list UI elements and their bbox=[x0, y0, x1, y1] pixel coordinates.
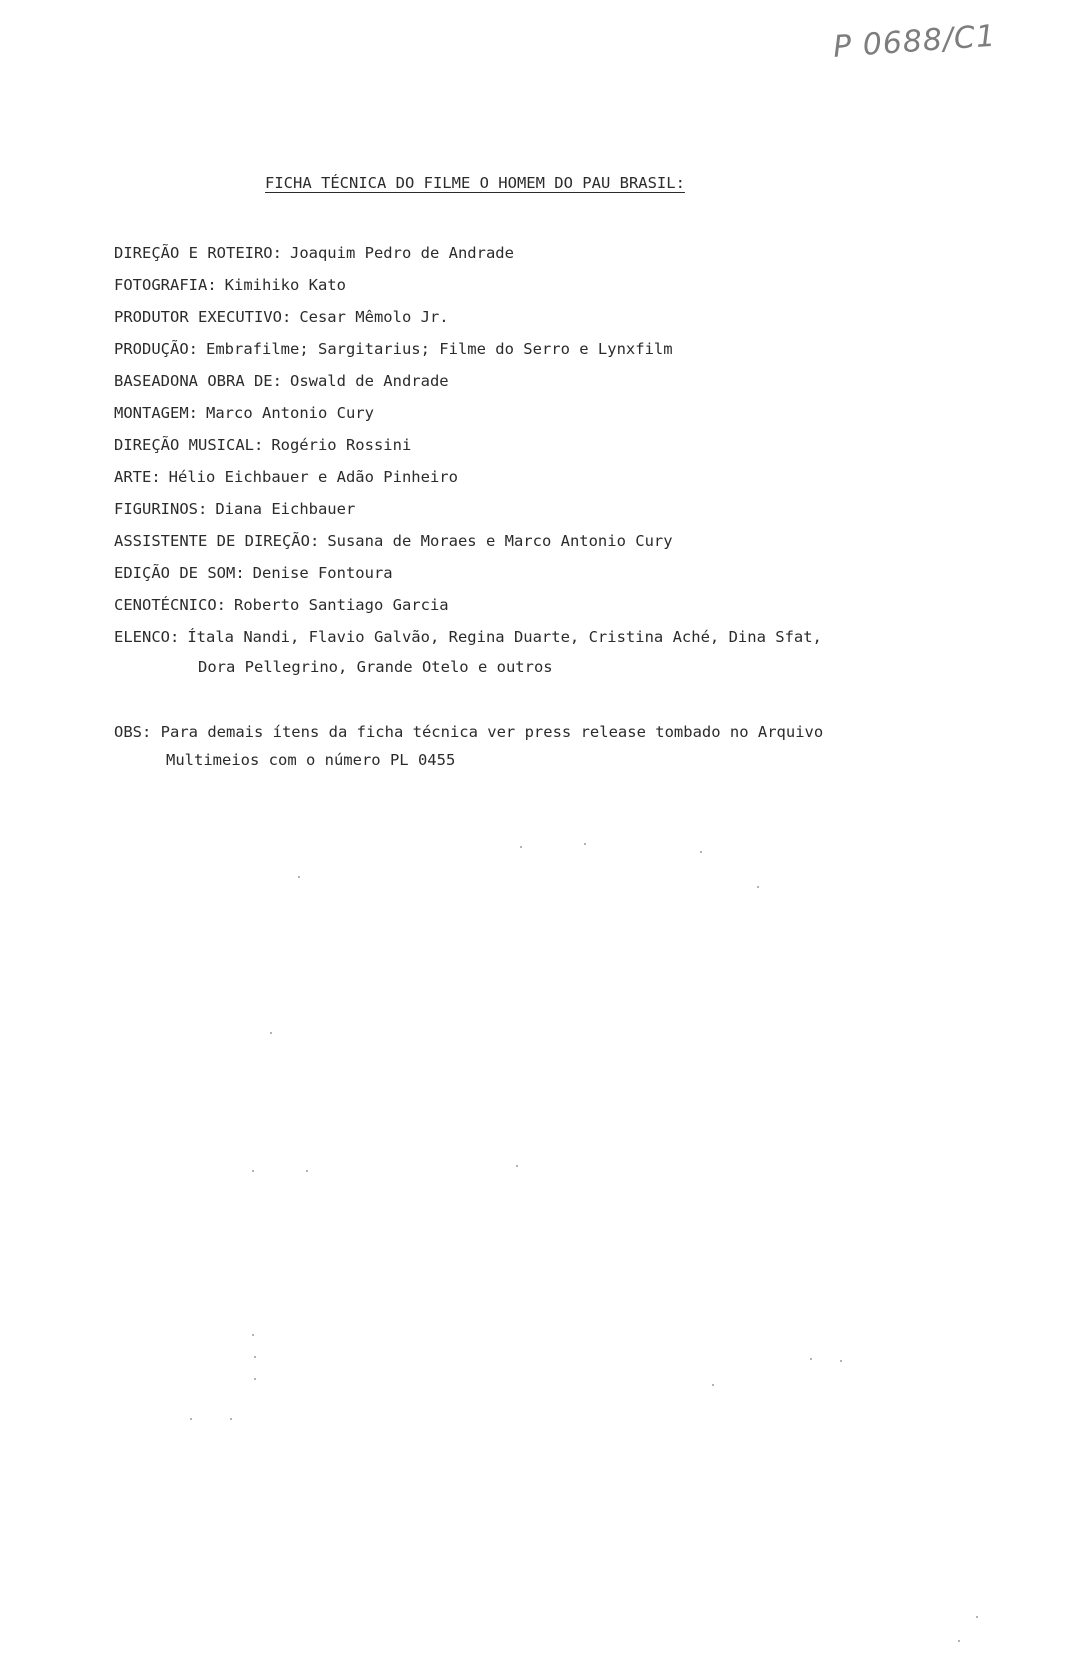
credit-label: PRODUÇÃO: bbox=[114, 340, 198, 358]
scan-speck bbox=[712, 1384, 714, 1386]
scan-speck bbox=[976, 1616, 978, 1618]
credit-label: ASSISTENTE DE DIREÇÃO: bbox=[114, 532, 320, 550]
credit-value: Hélio Eichbauer e Adão Pinheiro bbox=[168, 468, 458, 486]
scan-speck bbox=[252, 1170, 254, 1172]
document-title: FICHA TÉCNICA DO FILME O HOMEM DO PAU BRASIL: bbox=[265, 174, 685, 192]
scan-speck bbox=[298, 876, 300, 878]
credit-based-on bbox=[114, 365, 1014, 397]
credit-value: Ítala Nandi, Flavio Galvão, Regina Duarte, Cristina Aché, Dina Sfat, bbox=[187, 628, 822, 646]
credit-value: Cesar Mêmolo Jr. bbox=[299, 308, 449, 326]
scan-speck bbox=[306, 1170, 308, 1172]
scan-speck bbox=[958, 1640, 960, 1642]
credit-label: FIGURINOS: bbox=[114, 500, 208, 518]
credit-music-direction bbox=[114, 429, 1014, 461]
credit-photography bbox=[114, 269, 1014, 301]
scan-speck bbox=[254, 1356, 256, 1358]
scan-speck bbox=[270, 1032, 272, 1034]
scan-speck bbox=[252, 1334, 254, 1336]
credit-editing bbox=[114, 397, 1014, 429]
credit-executive-producer bbox=[114, 301, 1014, 333]
scan-speck bbox=[520, 846, 522, 848]
credit-label: DIREÇÃO E ROTEIRO: bbox=[114, 244, 282, 262]
credit-label: DIREÇÃO MUSICAL: bbox=[114, 436, 264, 454]
credit-label: FOTOGRAFIA: bbox=[114, 276, 217, 294]
credit-cast bbox=[114, 621, 1014, 653]
credit-art bbox=[114, 461, 1014, 493]
credit-label: EDIÇÃO DE SOM: bbox=[114, 564, 245, 582]
credit-cast-continuation: Dora Pellegrino, Grande Otelo e outros bbox=[198, 658, 553, 676]
credits-list bbox=[114, 237, 1014, 681]
observation-note bbox=[114, 718, 1014, 774]
observation-line: OBS: Para demais ítens da ficha técnica ver press release tombado no Arquivo bbox=[114, 723, 824, 741]
credit-value: Kimihiko Kato bbox=[224, 276, 346, 294]
credit-label: ELENCO: bbox=[114, 628, 180, 646]
credit-label: BASEADONA OBRA DE: bbox=[114, 372, 282, 390]
credit-sound-editing bbox=[114, 557, 1014, 589]
credit-assistant-director bbox=[114, 525, 1014, 557]
scan-speck bbox=[840, 1360, 842, 1362]
credit-production bbox=[114, 333, 1014, 365]
credit-value: Roberto Santiago Garcia bbox=[233, 596, 449, 614]
credit-value: Rogério Rossini bbox=[271, 436, 412, 454]
credit-value: Diana Eichbauer bbox=[215, 500, 356, 518]
scan-speck bbox=[700, 851, 702, 853]
scan-speck bbox=[584, 843, 586, 845]
scan-speck bbox=[190, 1418, 192, 1420]
credit-value: Embrafilme; Sargitarius; Filme do Serro e Lynxfilm bbox=[206, 340, 673, 358]
credit-value: Denise Fontoura bbox=[252, 564, 393, 582]
credit-costumes bbox=[114, 493, 1014, 525]
credit-value: Joaquim Pedro de Andrade bbox=[289, 244, 514, 262]
archive-code-handwritten: P 0688/C1 bbox=[832, 18, 998, 65]
observation-line: Multimeios com o número PL 0455 bbox=[166, 751, 456, 769]
credit-label: MONTAGEM: bbox=[114, 404, 198, 422]
scan-speck bbox=[516, 1165, 518, 1167]
credit-value: Marco Antonio Cury bbox=[206, 404, 374, 422]
scan-speck bbox=[757, 886, 759, 888]
scan-speck bbox=[230, 1418, 232, 1420]
scan-speck bbox=[254, 1378, 256, 1380]
credit-label: PRODUTOR EXECUTIVO: bbox=[114, 308, 292, 326]
credit-label: ARTE: bbox=[114, 468, 161, 486]
credit-direction-screenplay bbox=[114, 237, 1014, 269]
credit-value: Oswald de Andrade bbox=[289, 372, 449, 390]
credit-value: Susana de Moraes e Marco Antonio Cury bbox=[327, 532, 673, 550]
scan-speck bbox=[810, 1358, 812, 1360]
credit-label: CENOTÉCNICO: bbox=[114, 596, 226, 614]
credit-set-technician bbox=[114, 589, 1014, 621]
